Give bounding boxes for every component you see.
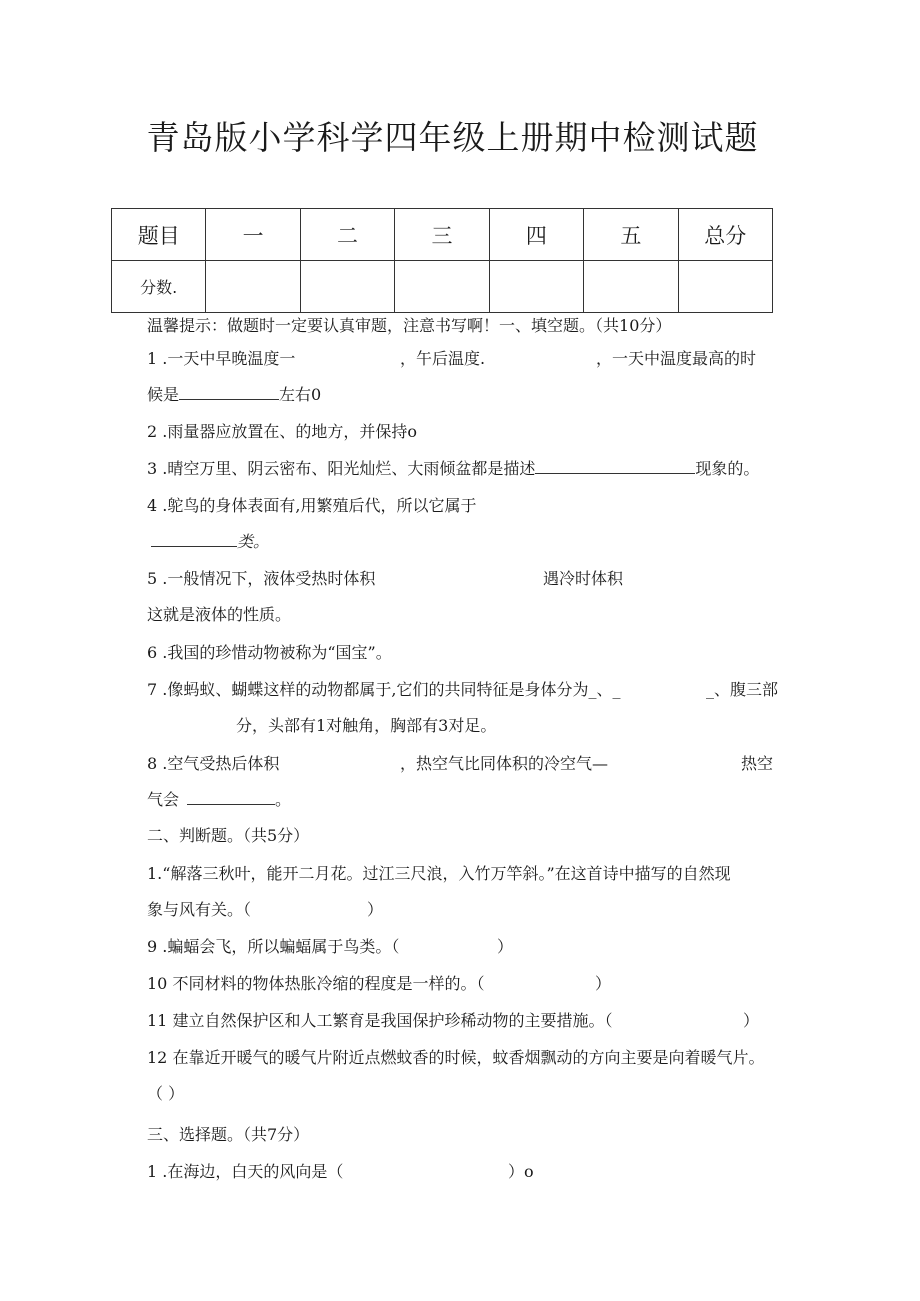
score-header-cell: 三 <box>395 209 489 261</box>
score-cell[interactable] <box>300 261 394 313</box>
judge-11: 11 建立自然保护区和人工繁育是我国保护珍稀动物的主要措施。（ <box>147 1011 613 1030</box>
judge-11-paren[interactable]: ） <box>743 1011 760 1030</box>
answer-blank[interactable] <box>535 459 695 474</box>
answer-blank[interactable] <box>179 385 279 400</box>
q5-text-b: 遇冷时体积 <box>543 569 624 588</box>
score-cell[interactable] <box>395 261 489 313</box>
judge-9-paren[interactable]: ） <box>497 937 514 956</box>
question-4-line-1: 4 .鸵鸟的身体表面有,用繁殖后代，所以它属于 <box>147 496 477 515</box>
score-cell[interactable] <box>678 261 772 313</box>
section-1-heading: 一、填空题。（共10分） <box>499 316 672 335</box>
question-4-line-2 <box>151 532 269 552</box>
q1-text-b: ，午后温度. <box>400 349 486 368</box>
answer-blank[interactable] <box>151 532 237 547</box>
score-table <box>111 208 773 313</box>
q1-text-e: 左右0 <box>279 385 322 404</box>
score-row-label: 分数. <box>112 261 206 313</box>
score-cell[interactable] <box>489 261 583 313</box>
question-1-line-2 <box>147 385 321 405</box>
choice-1-paren[interactable]: ）o <box>508 1162 534 1181</box>
q1-text-a: 1 .一天中早晚温度一 <box>147 349 296 368</box>
score-cell[interactable] <box>206 261 300 313</box>
judge-12-line-1: 12 在靠近开暖气的暖气片附近点燃蚊香的时候，蚊香烟飘动的方向主要是向着暖气片。 <box>147 1048 765 1067</box>
section-2-heading: 二、判断题。（共5分） <box>147 826 310 845</box>
q8-text-a: 8 .空气受热后体积 <box>147 754 280 773</box>
page-title: 青岛版小学科学四年级上册期中检测试题 <box>146 118 759 157</box>
q3-text-a: 3 .晴空万里、阴云密布、阳光灿烂、大雨倾盆都是描述 <box>147 459 536 478</box>
judge-1-line-2: 象与风有关。（ <box>147 900 252 919</box>
section-3-heading: 三、选择题。（共7分） <box>147 1125 310 1144</box>
q4-text-b: 类。 <box>237 532 270 551</box>
score-header-cell: 四 <box>489 209 583 261</box>
judge-1-paren[interactable]: ） <box>367 900 384 919</box>
judge-1-line-1: 1.“解落三秋叶，能开二月花。过江三尺浪，入竹万竿斜。”在这首诗中描写的自然现 <box>147 864 731 883</box>
q8-text-d: 气会 <box>147 790 180 809</box>
score-header-cell: 五 <box>584 209 678 261</box>
q8-text-b: ，热空气比同体积的冷空气— <box>400 754 609 773</box>
q8-text-c: 热空 <box>741 754 774 773</box>
q1-text-d: 候是 <box>147 385 180 404</box>
q8-text-e: 。 <box>275 790 292 809</box>
tip-text <box>147 316 671 336</box>
q5-text-c: 这就是液体的性质。 <box>147 605 292 624</box>
score-header-cell: 题目 <box>112 209 206 261</box>
question-8-line-2 <box>147 790 291 810</box>
judge-10-paren[interactable]: ） <box>595 974 612 993</box>
question-6: 6 .我国的珍惜动物被称为“国宝”。 <box>147 643 392 662</box>
q1-text-c: ，一天中温度最高的时 <box>596 349 757 368</box>
score-header-cell: 总分 <box>678 209 772 261</box>
score-table-header-row <box>112 209 773 261</box>
q7-text-b: _、腹三部 <box>706 680 779 699</box>
question-3 <box>147 459 759 479</box>
tip-label: 温馨提示：做题时一定要认真审题，注意书写啊！ <box>147 316 500 335</box>
q7-text-c: 分，头部有1对触角，胸部有3对足。 <box>236 716 497 735</box>
score-table-score-row <box>112 261 773 313</box>
choice-1: 1 .在海边，白天的风向是（ <box>147 1162 344 1181</box>
q7-text-a: 7 .像蚂蚁、蝴蝶这样的动物都属于,它们的共同特征是身体分为_、_ <box>147 680 621 699</box>
answer-blank[interactable] <box>187 790 275 805</box>
judge-10: 10 不同材料的物体热胀冷缩的程度是一样的。（ <box>147 974 485 993</box>
score-header-cell: 二 <box>300 209 394 261</box>
question-2: 2 .雨量器应放置在、的地方，并保持o <box>147 422 417 441</box>
question-1-line-1 <box>147 349 295 369</box>
q3-text-b: 现象的。 <box>695 459 760 478</box>
score-header-cell: 一 <box>206 209 300 261</box>
q5-text-a: 5 .一般情况下，液体受热时体积 <box>147 569 376 588</box>
judge-9: 9 .蝙蝠会飞，所以蝙蝠属于鸟类。（ <box>147 937 400 956</box>
score-cell[interactable] <box>584 261 678 313</box>
judge-12-paren[interactable]: （ ） <box>147 1084 185 1103</box>
